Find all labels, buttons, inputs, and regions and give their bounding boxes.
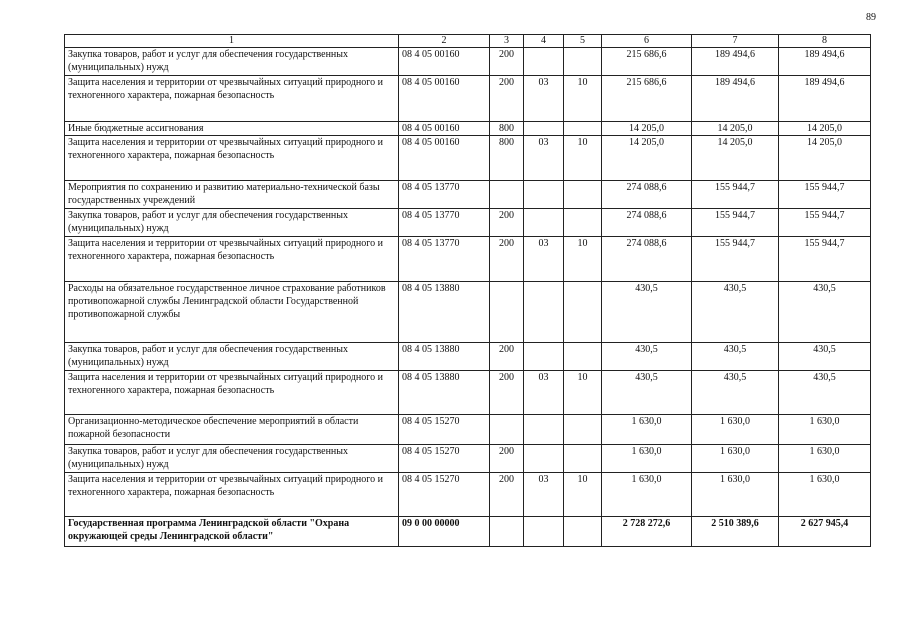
row-col5 [564,209,602,237]
row-col5 [564,181,602,209]
row-name: Закупка товаров, работ и услуг для обеспечения государственных (муниципальных) нужд [65,209,399,237]
row-col5 [564,122,602,136]
row-col5: 10 [564,136,602,181]
column-header: 2 [399,35,490,48]
row-code: 08 4 05 00160 [399,48,490,76]
table-row [65,282,871,343]
row-col4: 03 [524,237,564,282]
row-col8: 14 205,0 [779,122,871,136]
row-col3 [490,517,524,547]
row-col7: 155 944,7 [692,181,779,209]
row-col6: 1 630,0 [602,473,692,517]
row-code: 09 0 00 00000 [399,517,490,547]
row-col7: 1 630,0 [692,473,779,517]
row-col7: 430,5 [692,282,779,343]
row-col7: 14 205,0 [692,122,779,136]
row-col4: 03 [524,76,564,122]
row-name: Расходы на обязательное государственное личное страхование работников противопожарной службы Ленинградской области Государственной противопожарной службы [65,282,399,343]
row-col4 [524,181,564,209]
row-col5: 10 [564,76,602,122]
row-name: Защита населения и территории от чрезвычайных ситуаций природного и техногенного характера, пожарная безопасность [65,237,399,282]
row-col4 [524,122,564,136]
row-col8: 430,5 [779,343,871,371]
row-col7: 189 494,6 [692,76,779,122]
row-name: Мероприятия по сохранению и развитию материально-технической базы государственных учреждений [65,181,399,209]
row-col3: 200 [490,445,524,473]
row-col8: 2 627 945,4 [779,517,871,547]
row-col4 [524,517,564,547]
column-header: 3 [490,35,524,48]
row-col4 [524,415,564,445]
row-col6: 14 205,0 [602,136,692,181]
row-col8: 1 630,0 [779,445,871,473]
row-code: 08 4 05 13770 [399,209,490,237]
table-row [65,76,871,122]
row-col3: 800 [490,122,524,136]
row-col4 [524,343,564,371]
row-col8: 1 630,0 [779,415,871,445]
row-col5: 10 [564,473,602,517]
row-col6: 215 686,6 [602,76,692,122]
page-number: 89 [866,12,876,23]
row-col7: 430,5 [692,371,779,415]
row-col5 [564,48,602,76]
row-name: Защита населения и территории от чрезвычайных ситуаций природного и техногенного характера, пожарная безопасность [65,473,399,517]
row-col3: 200 [490,371,524,415]
row-col6: 2 728 272,6 [602,517,692,547]
table-row [65,371,871,415]
table-row [65,237,871,282]
row-col5: 10 [564,237,602,282]
row-col8: 189 494,6 [779,76,871,122]
row-code: 08 4 05 13880 [399,282,490,343]
row-col3 [490,415,524,445]
table-row [65,136,871,181]
row-col3: 200 [490,237,524,282]
row-col8: 1 630,0 [779,473,871,517]
table-header-row [65,35,871,48]
row-col5 [564,343,602,371]
row-col6: 274 088,6 [602,237,692,282]
column-header: 1 [65,35,399,48]
row-col7: 1 630,0 [692,415,779,445]
budget-table [64,34,871,547]
row-code: 08 4 05 00160 [399,76,490,122]
row-col7: 189 494,6 [692,48,779,76]
row-col8: 14 205,0 [779,136,871,181]
row-col6: 430,5 [602,282,692,343]
column-header: 6 [602,35,692,48]
row-col3: 200 [490,76,524,122]
table-row [65,122,871,136]
row-col8: 430,5 [779,371,871,415]
row-col3: 200 [490,343,524,371]
row-code: 08 4 05 00160 [399,122,490,136]
row-col6: 430,5 [602,343,692,371]
column-header: 7 [692,35,779,48]
row-col8: 155 944,7 [779,209,871,237]
row-col7: 155 944,7 [692,209,779,237]
row-name: Закупка товаров, работ и услуг для обеспечения государственных (муниципальных) нужд [65,343,399,371]
row-col3: 200 [490,209,524,237]
row-code: 08 4 05 15270 [399,415,490,445]
row-col8: 189 494,6 [779,48,871,76]
row-col5: 10 [564,371,602,415]
column-header: 8 [779,35,871,48]
row-code: 08 4 05 13770 [399,237,490,282]
row-col7: 2 510 389,6 [692,517,779,547]
row-name: Государственная программа Ленинградской области "Охрана окружающей среды Ленинградской области" [65,517,399,547]
row-col3 [490,282,524,343]
row-code: 08 4 05 00160 [399,136,490,181]
row-col4 [524,209,564,237]
row-col3: 200 [490,48,524,76]
row-code: 08 4 05 13880 [399,343,490,371]
table-row-program-total [65,517,871,547]
table-row [65,48,871,76]
row-col6: 1 630,0 [602,415,692,445]
row-name: Организационно-методическое обеспечение мероприятий в области пожарной безопасности [65,415,399,445]
row-code: 08 4 05 13880 [399,371,490,415]
row-col4: 03 [524,371,564,415]
row-name: Закупка товаров, работ и услуг для обеспечения государственных (муниципальных) нужд [65,48,399,76]
row-col4 [524,282,564,343]
table-row [65,209,871,237]
row-col7: 155 944,7 [692,237,779,282]
table-row [65,473,871,517]
row-col5 [564,445,602,473]
row-code: 08 4 05 13770 [399,181,490,209]
row-name: Защита населения и территории от чрезвычайных ситуаций природного и техногенного характера, пожарная безопасность [65,371,399,415]
row-col8: 155 944,7 [779,237,871,282]
row-col6: 274 088,6 [602,181,692,209]
row-col4 [524,48,564,76]
row-name: Защита населения и территории от чрезвычайных ситуаций природного и техногенного характера, пожарная безопасность [65,136,399,181]
row-col6: 274 088,6 [602,209,692,237]
row-col6: 1 630,0 [602,445,692,473]
row-col6: 215 686,6 [602,48,692,76]
row-code: 08 4 05 15270 [399,473,490,517]
row-col3: 200 [490,473,524,517]
row-col8: 430,5 [779,282,871,343]
row-col3 [490,181,524,209]
row-col4: 03 [524,473,564,517]
table-row [65,343,871,371]
row-col7: 430,5 [692,343,779,371]
row-col5 [564,415,602,445]
table-row [65,445,871,473]
row-name: Защита населения и территории от чрезвычайных ситуаций природного и техногенного характера, пожарная безопасность [65,76,399,122]
row-col4 [524,445,564,473]
row-code: 08 4 05 15270 [399,445,490,473]
row-name: Иные бюджетные ассигнования [65,122,399,136]
row-col7: 14 205,0 [692,136,779,181]
table-row [65,415,871,445]
row-col8: 155 944,7 [779,181,871,209]
row-col6: 14 205,0 [602,122,692,136]
row-col7: 1 630,0 [692,445,779,473]
row-col5 [564,282,602,343]
row-col4: 03 [524,136,564,181]
column-header: 4 [524,35,564,48]
row-name: Закупка товаров, работ и услуг для обеспечения государственных (муниципальных) нужд [65,445,399,473]
row-col3: 800 [490,136,524,181]
row-col6: 430,5 [602,371,692,415]
row-col5 [564,517,602,547]
column-header: 5 [564,35,602,48]
table-row [65,181,871,209]
